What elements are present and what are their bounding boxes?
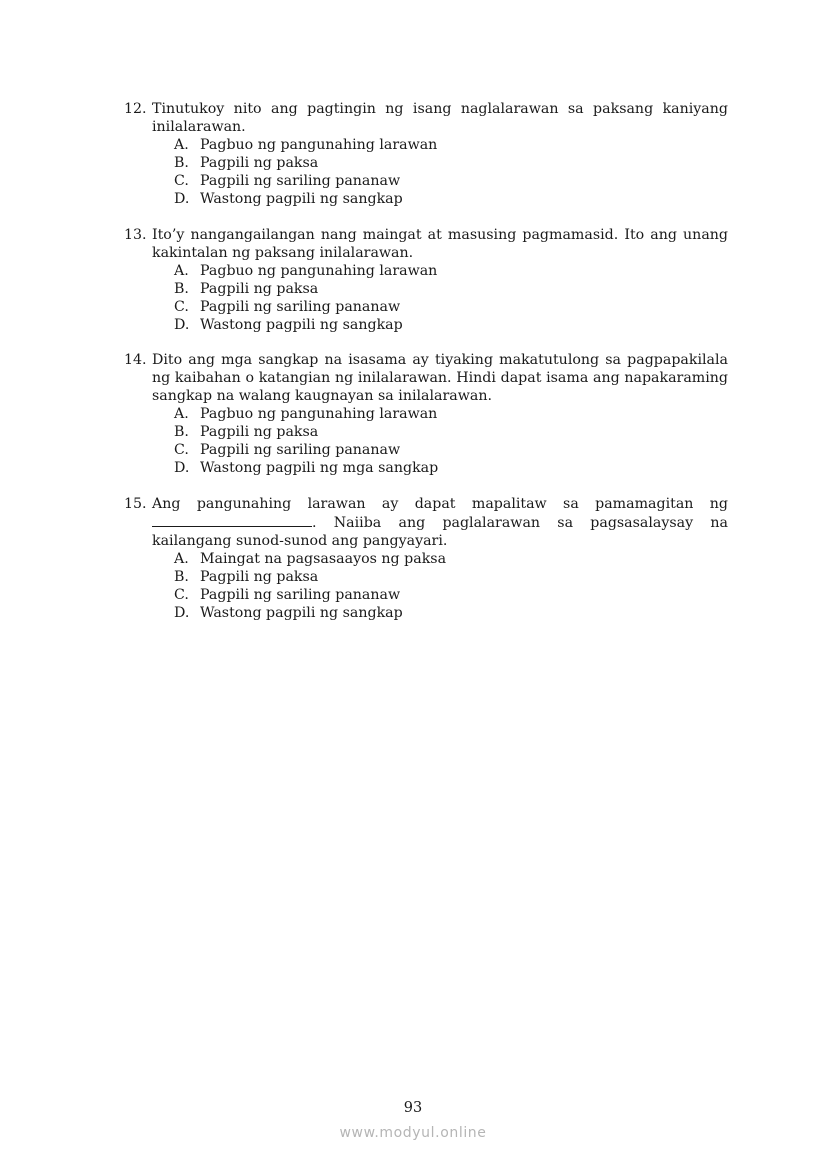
choice-letter: D. [174,605,190,621]
choice-text: Pagpili ng paksa [200,281,319,297]
choice-text: Pagpili ng sariling pananaw [200,442,401,458]
question-14 [124,351,728,477]
choice-text: Wastong pagpili ng mga sangkap [200,460,439,476]
choice-b [174,280,728,298]
choice-b [174,568,728,586]
choice-text: Wastong pagpili ng sangkap [200,191,403,207]
choice-letter: A. [174,406,189,422]
choice-text: Pagbuo ng pangunahing larawan [200,137,438,153]
choice-letter: C. [174,587,189,603]
choice-a [174,405,728,423]
choice-text: Pagpili ng sariling pananaw [200,587,401,603]
page-number: 93 [403,1100,423,1116]
choice-list [124,550,728,622]
choice-letter: A. [174,551,189,567]
choice-letter: A. [174,137,189,153]
choice-c [174,172,728,190]
choice-c [174,298,728,316]
question-prompt-continued: . Naiiba ang paglalarawan sa pagsasalaysay na kailangang sunod-sunod ang pangyayari. [152,515,728,549]
choice-list [124,262,728,334]
choice-a [174,550,728,568]
choice-c [174,586,728,604]
choice-c [174,441,728,459]
question-13-text [124,226,728,262]
choice-letter: C. [174,299,189,315]
question-number: 13. [124,227,147,243]
choice-d [174,316,728,334]
question-prompt: Ang pangunahing larawan ay dapat mapalitaw sa pamamagitan ng [152,496,728,512]
question-15 [124,495,728,622]
answer-blank [152,513,312,527]
question-14-text [124,351,728,405]
watermark: www.modyul.online [339,1125,487,1141]
choice-text: Wastong pagpili ng sangkap [200,317,403,333]
choice-d [174,604,728,622]
choice-letter: B. [174,281,189,297]
choice-text: Pagpili ng sariling pananaw [200,173,401,189]
question-12-text [124,100,728,136]
choice-letter: D. [174,317,190,333]
choice-letter: B. [174,155,189,171]
choice-a [174,136,728,154]
choice-d [174,190,728,208]
choice-text: Maingat na pagsasaayos ng paksa [200,551,447,567]
choice-letter: C. [174,442,189,458]
choice-text: Wastong pagpili ng sangkap [200,605,403,621]
choice-list [124,405,728,477]
choice-letter: D. [174,191,190,207]
question-15-text [124,495,728,550]
choice-text: Pagpili ng sariling pananaw [200,299,401,315]
choice-text: Pagbuo ng pangunahing larawan [200,406,438,422]
choice-list [124,136,728,208]
question-number: 15. [124,496,147,512]
choice-d [174,459,728,477]
choice-text: Pagpili ng paksa [200,155,319,171]
question-prompt: Tinutukoy nito ang pagtingin ng isang naglalarawan sa paksang kaniyang inilalarawan. [152,101,728,135]
question-13 [124,226,728,334]
question-prompt: Ito’y nangangailangan nang maingat at masusing pagmamasid. Ito ang unang kakintalan ng paksang inilalarawan. [152,227,728,261]
choice-letter: D. [174,460,190,476]
choice-text: Pagpili ng paksa [200,424,319,440]
choice-letter: A. [174,263,189,279]
question-number: 12. [124,101,147,117]
question-12 [124,100,728,208]
question-prompt: Dito ang mga sangkap na isasama ay tiyaking makatutulong sa pagpapakilala ng kaibahan o katangian ng inilalarawan. Hindi dapat isama ang napakaraming sangkap na walang kaugnayan sa inilalarawan. [152,352,728,404]
choice-letter: C. [174,173,189,189]
choice-letter: B. [174,424,189,440]
choice-a [174,262,728,280]
question-number: 14. [124,352,147,368]
choice-text: Pagpili ng paksa [200,569,319,585]
choice-text: Pagbuo ng pangunahing larawan [200,263,438,279]
choice-b [174,154,728,172]
choice-letter: B. [174,569,189,585]
choice-b [174,423,728,441]
